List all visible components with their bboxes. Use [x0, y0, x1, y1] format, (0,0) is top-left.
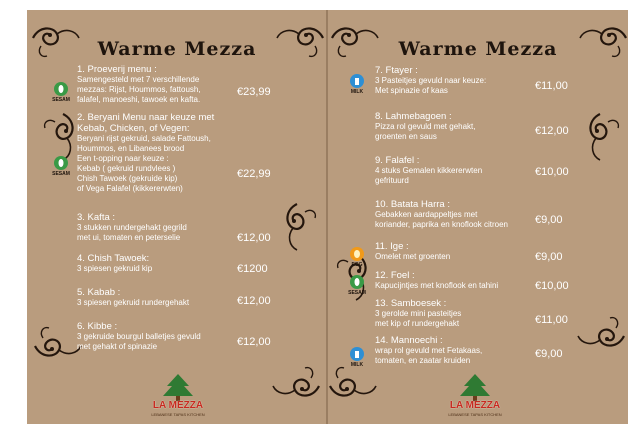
item-title: 2. Beryani Menu naar keuze met — [77, 112, 215, 123]
logo-subtitle: LEBANESE TAPAS KITCHEN — [448, 412, 502, 417]
item-price: €12,00 — [535, 125, 569, 137]
logo-name: LA MEZZA — [449, 400, 501, 411]
item-desc-line: Chish Tawoek (gekruide kip) — [77, 174, 178, 183]
item-title: 13. Samboesek : — [375, 298, 447, 309]
item-title: 9. Falafel : — [375, 155, 420, 166]
sesam-allergen-badge — [343, 275, 371, 296]
item-title: 3. Kafta : — [77, 212, 116, 223]
item-desc-line: falafel, manoeshi, tawoek en kafta. — [77, 95, 201, 104]
sesam-icon — [54, 156, 68, 170]
item-desc-line: 3 spiesen gekruid kip — [77, 264, 153, 273]
egg-allergen-badge — [343, 247, 371, 268]
cedar-tree-icon — [145, 372, 211, 402]
item-desc-line: Kebab ( gekruid rundvlees ) — [77, 164, 176, 173]
item-desc-line: Een t-opping naar keuze : — [77, 154, 169, 163]
item-price: €11,00 — [535, 80, 568, 92]
badge-label: MILK — [350, 362, 364, 368]
la-mezza-logo — [145, 372, 211, 424]
item-title: 6. Kibbe : — [77, 321, 118, 332]
item-price: €12,00 — [237, 295, 271, 307]
item-price: €9,00 — [535, 214, 563, 226]
item-title: 5. Kabab : — [77, 287, 121, 298]
item-desc-line: 3 Pasteitjes gevuld naar keuze: — [375, 76, 487, 85]
item-price: €10,00 — [535, 166, 569, 178]
item-desc-line: mezzas: Rijst, Hoummos, fattoush, — [77, 85, 201, 94]
menu-item — [77, 64, 272, 105]
item-title: 1. Proeverij menu : — [77, 64, 157, 75]
item-desc-line: 3 stukken rundergehakt gegrild — [77, 223, 187, 232]
item-desc-line: gefrituurd — [375, 176, 409, 185]
item-title: 11. Ige : — [375, 241, 409, 252]
item-desc-line: Beryani rijst gekruid, salade Fattoush, — [77, 134, 211, 143]
item-desc-line: Omelet met groenten — [375, 252, 451, 261]
item-price: €9,00 — [535, 348, 563, 360]
egg-icon — [350, 247, 364, 261]
badge-label: MILK — [350, 89, 364, 95]
item-title: 4. Chish Tawoek: — [77, 253, 150, 264]
item-desc-line: Pizza rol gevuld met gehakt, — [375, 122, 476, 131]
item-desc-line: Kapucijntjes met knoflook en tahini — [375, 281, 499, 290]
item-desc-line: Met spinazie of kaas — [375, 86, 448, 95]
logo-name: LA MEZZA — [152, 400, 204, 411]
item-title-line2: Kebab, Chicken, of Vegen: — [77, 123, 190, 134]
milk-allergen-badge — [343, 347, 371, 368]
item-price: €10,00 — [535, 280, 569, 292]
item-desc-line: 3 gerolde mini pasteitjes — [375, 309, 462, 318]
ornament-side-right — [586, 112, 626, 168]
item-price: €11,00 — [535, 314, 568, 326]
item-desc-line: wrap rol gevuld met Fetakaas, — [375, 346, 483, 355]
page-title: Warme Mezza — [97, 38, 257, 60]
cedar-tree-icon — [442, 372, 508, 402]
sesam-allergen-badge — [47, 82, 75, 103]
item-title: 10. Batata Harra : — [375, 199, 450, 210]
la-mezza-logo — [442, 372, 508, 424]
ornament-bottom-right — [265, 360, 321, 400]
logo-subtitle: LEBANESE TAPAS KITCHEN — [151, 412, 205, 417]
item-desc-line: Hoummos, en Libanees brood — [77, 144, 185, 153]
badge-label: SESAM — [348, 290, 366, 296]
item-desc-line: Samengesteld met 7 verschillende — [77, 75, 200, 84]
right-menu-panel — [328, 10, 628, 424]
item-desc-line: of Vega Falafel (kikkererwten) — [77, 184, 183, 193]
item-desc-line: 3 spiesen gekruid rundergehakt — [77, 298, 190, 307]
item-price: €1200 — [237, 263, 268, 275]
milk-allergen-badge — [343, 74, 371, 95]
badge-label: SESAM — [52, 97, 70, 103]
page-title: Warme Mezza — [398, 38, 558, 60]
sesam-icon — [54, 82, 68, 96]
item-title: 8. Lahmebagoen : — [375, 111, 452, 122]
item-desc-line: groenten en saus — [375, 132, 437, 141]
item-desc-line: 4 stuks Gemalen kikkererwten — [375, 166, 483, 175]
item-title: 14. Mannoechi : — [375, 335, 443, 346]
item-desc-line: tomaten, en zaatar kruiden — [375, 356, 471, 365]
item-desc-line: koriander, paprika en knoflook citroen — [375, 220, 508, 229]
item-desc-line: 3 gekruide bourgul balletjes gevuld — [77, 332, 201, 341]
milk-icon — [350, 347, 364, 361]
item-desc-line: met kip of rundergehakt — [375, 319, 460, 328]
item-price: €12,00 — [237, 232, 271, 244]
ornament-bottom-right — [570, 310, 626, 350]
item-price: €22,99 — [237, 168, 271, 180]
menu-item — [77, 112, 272, 194]
milk-icon — [350, 74, 364, 88]
badge-label: SESAM — [52, 171, 70, 177]
left-menu-panel — [27, 10, 327, 424]
sesam-icon — [350, 275, 364, 289]
item-desc-line: Gebakken aardappeltjes met — [375, 210, 478, 219]
item-desc-line: met gehakt of spinazie — [77, 342, 158, 351]
item-title: 7. Ftayer : — [375, 65, 418, 76]
item-desc-line: met ui, tomaten en peterselie — [77, 233, 181, 242]
ornament-side-right — [283, 202, 323, 258]
sesam-allergen-badge — [47, 156, 75, 177]
item-price: €23,99 — [237, 86, 271, 98]
item-price: €9,00 — [535, 251, 563, 263]
item-price: €12,00 — [237, 336, 271, 348]
badge-label: EGG — [351, 262, 363, 268]
item-title: 12. Foel : — [375, 270, 415, 281]
